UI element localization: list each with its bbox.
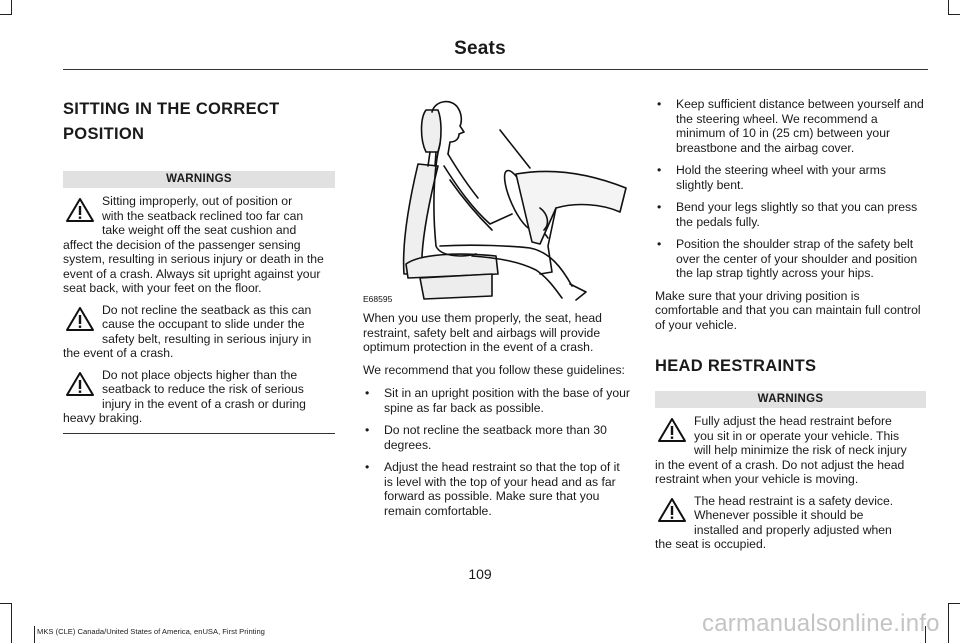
- bullet-icon: •: [365, 460, 370, 474]
- warning-line: The head restraint is a safety device.: [694, 493, 894, 508]
- crop-mark: [11, 0, 12, 14]
- crop-mark: [0, 14, 12, 15]
- crop-mark: [948, 0, 949, 14]
- list-item-text: Adjust the head restraint so that the top of it is level with the top of your head and as far forward as possible. Make sure that you remain comfortable.: [384, 460, 620, 518]
- list-item-text: Bend your legs slightly so that you can press the pedals fully.: [676, 200, 918, 229]
- list-item-text: Keep sufficient distance between yourself and the steering wheel. We recommend a minimum of 10 in (25 cm) between your breastbone and the airbag cover.: [676, 97, 924, 155]
- warning-line: installed and properly adjusted when: [694, 522, 892, 537]
- list-item: [655, 237, 926, 281]
- bullet-icon: •: [657, 97, 662, 111]
- list-item-text: Position the shoulder strap of the safety belt over the center of your shoulder and position the lap strap tightly across your hips.: [676, 237, 918, 280]
- section-heading-line: SITTING IN THE CORRECT: [63, 100, 280, 118]
- warning-text: the event of a crash.: [63, 346, 174, 360]
- bullet-icon: •: [657, 200, 662, 214]
- warning-triangle-icon: [657, 417, 687, 443]
- warning-line: Whenever possible it should be: [694, 508, 864, 522]
- list-item: [363, 423, 631, 452]
- printing-note: MKS (CLE) Canada/United States of America, enUSA, First Printing: [37, 627, 265, 636]
- left-column: [63, 97, 335, 434]
- warning-text: the seat is occupied.: [655, 537, 767, 551]
- bullet-icon: •: [365, 423, 370, 437]
- crop-mark: [948, 14, 960, 15]
- warnings-label: WARNINGS: [63, 171, 335, 188]
- warning-line: Do not place objects higher than the: [102, 367, 298, 382]
- page-title: Seats: [454, 38, 506, 59]
- warning-triangle-icon: [657, 497, 687, 523]
- warning-line: seatback to reduce the risk of serious: [102, 382, 304, 396]
- list-item-text: Hold the steering wheel with your arms slightly bent.: [676, 163, 886, 192]
- list-item: [655, 200, 926, 229]
- warning-item: [63, 368, 335, 426]
- warning-line: Do not recline the seatback as this can: [102, 302, 312, 317]
- list-item: [655, 97, 926, 155]
- bullet-icon: •: [365, 386, 370, 400]
- warning-line: safety belt, resulting in serious injury in: [102, 331, 312, 346]
- middle-column: [363, 311, 631, 518]
- crop-mark: [34, 626, 35, 643]
- warning-text: in the event of a crash. Do not adjust the head restraint when your vehicle is moving.: [655, 457, 905, 486]
- warning-text: heavy braking.: [63, 411, 143, 425]
- warning-line: Fully adjust the head restraint before: [694, 414, 892, 428]
- warning-line: will help minimize the risk of neck injury: [694, 443, 907, 457]
- page-number: 109: [468, 566, 492, 582]
- header-divider: [63, 69, 928, 70]
- warning-text: affect the decision of the passenger sensing system, resulting in serious injury or death in the event of a crash. Always sit upright against your seat back, with your feet on the floor.: [63, 237, 324, 295]
- list-item: [655, 163, 926, 192]
- figure-code: E68595: [363, 294, 393, 304]
- warning-item: [63, 303, 335, 361]
- warning-item: [655, 414, 926, 487]
- intro-paragraph: When you use them properly, the seat, head restraint, safety belt and airbags will provide optimum protection in the event of a crash.: [363, 311, 602, 354]
- warnings-label: WARNINGS: [655, 391, 926, 408]
- crop-mark: [948, 603, 960, 604]
- watermark-text: carmanualsonline.info: [702, 610, 940, 637]
- warning-line: Sitting improperly, out of position or: [102, 194, 293, 208]
- warning-item: [63, 194, 335, 296]
- recommend-paragraph: We recommend that you follow these guidelines:: [363, 362, 625, 377]
- warning-line: you sit in or operate your vehicle. This: [694, 428, 900, 443]
- warning-triangle-icon: [65, 197, 95, 223]
- warning-line: injury in the event of a crash or during: [102, 396, 306, 411]
- bullet-icon: •: [657, 237, 662, 251]
- list-item-text: Do not recline the seatback more than 30 degrees.: [384, 423, 607, 452]
- crop-mark: [948, 603, 949, 643]
- list-item: [363, 460, 631, 518]
- warning-line: cause the occupant to slide under the: [102, 317, 305, 331]
- right-column: [655, 97, 926, 552]
- warnings-end-divider: [63, 433, 335, 434]
- bullet-icon: •: [657, 163, 662, 177]
- seating-position-illustration: [380, 96, 630, 301]
- closing-paragraph: Make sure that your driving position is comfortable and that you can maintain full control of your vehicle.: [655, 288, 921, 332]
- crop-mark: [11, 603, 12, 643]
- warning-triangle-icon: [65, 306, 95, 332]
- warning-line: with the seatback reclined too far can: [102, 208, 304, 223]
- warning-item: [655, 494, 926, 552]
- section-heading: HEAD RESTRAINTS: [655, 357, 817, 375]
- section-heading-line: POSITION: [63, 125, 145, 143]
- warning-triangle-icon: [65, 371, 95, 397]
- warning-line: take weight off the seat cushion and: [102, 223, 297, 237]
- list-item-text: Sit in an upright position with the base of your spine as far back as possible.: [384, 386, 630, 415]
- crop-mark: [0, 603, 12, 604]
- list-item: [363, 386, 631, 415]
